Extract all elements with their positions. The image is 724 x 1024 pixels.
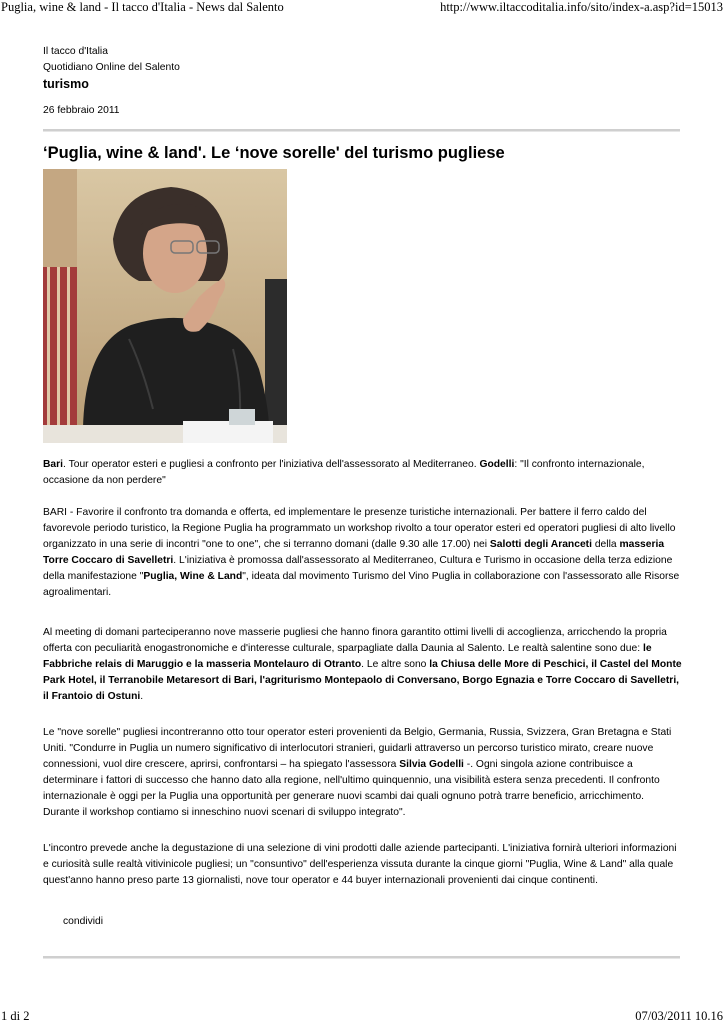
portrait-illustration: [43, 169, 287, 443]
p2-text-3: .: [140, 691, 144, 702]
print-header-title: Puglia, wine & land - Il tacco d'Italia - News dal Salento: [1, 0, 284, 14]
print-footer: [0, 1009, 724, 1024]
lead-bold-2: Godelli: [479, 459, 515, 470]
section-label: turismo: [43, 77, 89, 91]
p3-text-1: Le "nove sorelle" pugliesi incontreranno otto tour operator esteri provenienti da Belgio, Germania, Russia, Svizzera, Gran Bretagna e Stati Uniti. "Condurre in Puglia un numero significativo di interlocutori stranieri, guidarli attraverso un percorso turistico mirato, creare nuove connessioni, vuol dire crescere, aprirsi, confrontarsi – ha spiegato l'assessora: [43, 727, 672, 770]
p1-bold-1: Salotti degli Aranceti: [489, 539, 592, 550]
p1-bold-3: Puglia, Wine & Land: [143, 571, 243, 582]
lead-text-2: : "Il confronto internazionale, occasione da non perdere": [43, 459, 645, 486]
top-divider: [43, 129, 680, 132]
p3-text-2: -. Ogni singola azione contribuisce a determinare i fattori di successo che hanno dato alla regione, nell'ultimo quinquennio, una visibilità estera senza precedenti. Il confronto internazionale è oggi per la Puglia una opportunità per generare nuovi scambi dai quali ognuno potrà trarre beneficio, arricchimento. Durante il workshop contiamo si inneschino nuovi scenari di sviluppo integrato".: [43, 759, 660, 818]
article-photo: [43, 169, 287, 443]
p1-text-4: ", ideata dal movimento Turismo del Vino Puglia in collaborazione con l'assessorato alle Risorse agroalimentari.: [43, 571, 680, 598]
p1-text-3: . L'iniziativa è promossa dall'assessorato al Mediterraneo, Cultura e Turismo in occasione della terza edizione della manifestazione ": [43, 555, 673, 582]
p2-text-2: . Le altre sono: [361, 659, 430, 670]
lead-bold-1: Bari: [43, 459, 64, 470]
p2-text-1: Al meeting di domani parteciperanno nove masserie pugliesi che hanno finora garantito ottimi livelli di accoglienza, arricchendo la propria offerta con peculiarità enogastronomiche e d'interesse culturale, sparpagliate dalla Daunia al Salento. Le realtà salentine sono due:: [43, 627, 667, 654]
p1-bold-2: masseria Torre Coccaro di Savelletri: [43, 539, 665, 566]
article-date: 26 febbraio 2011: [43, 105, 120, 116]
p3-bold-1: Silvia Godelli: [399, 759, 464, 770]
article-paragraph-2: [43, 625, 683, 705]
site-name: Il tacco d'Italia: [43, 46, 108, 57]
p2-bold-2: la Chiusa delle More di Peschici, il Castel del Monte Park Hotel, il Terranobile Metaresort di Bari, l'agriturismo Montepaolo di Conversano, Borgo Egnazia e Torre Coccaro di Savelletri, il Frantoio di Ostuni: [43, 659, 682, 702]
p1-text-2: della: [591, 539, 620, 550]
print-footer-datetime: 07/03/2011 10.16: [635, 1009, 723, 1023]
article-lead: [43, 457, 683, 489]
bottom-divider: [43, 956, 680, 959]
article-title: ‘Puglia, wine & land'. Le ‘nove sorelle' del turismo pugliese: [43, 144, 505, 162]
share-link[interactable]: condividi: [63, 916, 104, 927]
print-header: [0, 0, 724, 16]
p2-bold-1: le Fabbriche relais di Maruggio e la masseria Montelauro di Otranto: [43, 643, 652, 670]
print-header-url: http://www.iltaccoditalia.info/sito/index-a.asp?id=15013: [440, 0, 723, 14]
article-paragraph-4: L'incontro prevede anche la degustazione di una selezione di vini prodotti dalle aziende partecipanti. L'iniziativa fornirà ulteriori informazioni e curiosità sulle realtà vitivinicole pugliesi; un "consuntivo" dell'esperienza vissuta durante la cinque giorni "Puglia, Wine & Land" alla quale quest'anno hanno preso parte 13 giornalisti, nove tour operator e 44 buyer internazionali provenienti dai cinque continenti.: [43, 843, 677, 886]
article-page: [43, 44, 683, 930]
site-tagline: Quotidiano Online del Salento: [43, 62, 180, 73]
p1-text-1: BARI - Favorire il confronto tra domanda e offerta, ed implementare le presenze turistiche internazionali. Per battere il ferro caldo del favorevole periodo turistico, la Regione Puglia ha programmato un workshop rivolto a tour operator esteri ed operatori pugliesi di alto livello organizzato in una serie di incontri "one to one", che si terranno domani (dalle 9.30 alle 17.00) nei: [43, 507, 676, 550]
article-paragraph-3: [43, 725, 683, 821]
lead-text-1: . Tour operator esteri e pugliesi a confronto per l'iniziativa dell'assessorato al Mediterraneo.: [63, 459, 480, 470]
article-paragraph-1: [43, 505, 683, 601]
print-footer-page: 1 di 2: [1, 1009, 30, 1023]
